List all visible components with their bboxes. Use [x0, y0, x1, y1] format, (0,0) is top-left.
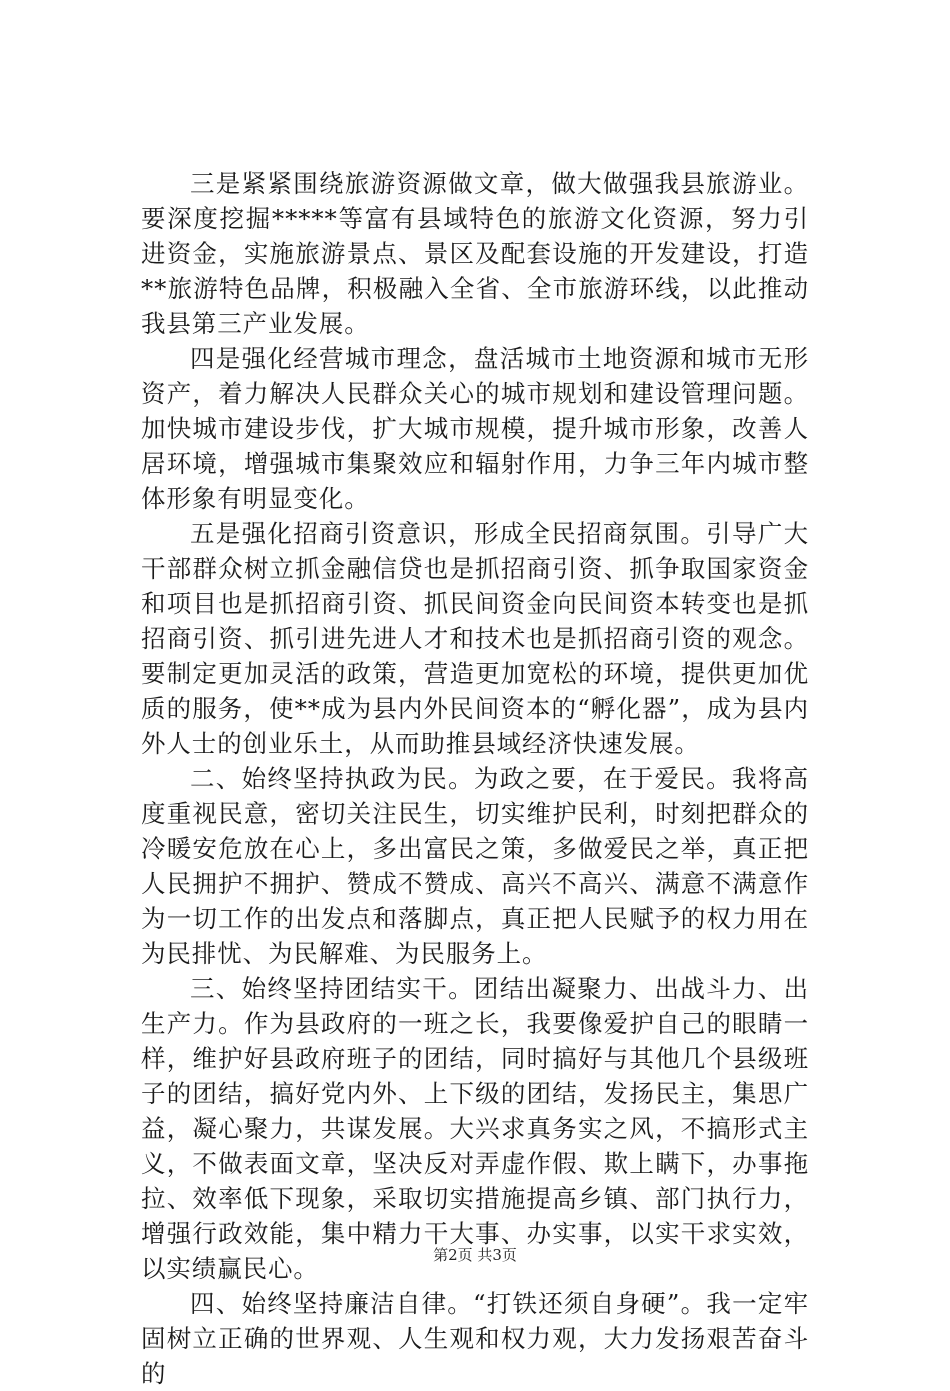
paragraph-integrity: 四、始终坚持廉洁自律。“打铁还须自身硬”。我一定牢固树立正确的世界观、人生观和权力观，大力发扬艰苦奋斗的	[141, 1289, 809, 1388]
paragraph-unity-work: 三、始终坚持团结实干。团结出凝聚力、出战斗力、出生产力。作为县政府的一班之长，我要像爱护自己的眼睛一样，维护好县政府班子的团结，同时搞好与其他几个县级班子的团结，搞好党内外、上下级的团结，发扬民主，集思广益，凝心聚力，共谋发展。大兴求真务实之风，不搞形式主义，不做表面文章，坚决反对弄虚作假、欺上瞒下，办事拖拉、效率低下现象，采取切实措施提高乡镇、部门执行力，增强行政效能，集中精力干大事、办实事，以实干求实效，以实绩赢民心。	[141, 974, 809, 1283]
paragraph-tourism: 三是紧紧围绕旅游资源做文章，做大做强我县旅游业。要深度挖掘*****等富有县域特色的旅游文化资源，努力引进资金，实施旅游景点、景区及配套设施的开发建设，打造**旅游特色品牌，积极融入全省、全市旅游环线，以此推动我县第三产业发展。	[141, 169, 809, 338]
page-number-footer: 第2页 共3页	[433, 1246, 517, 1264]
paragraph-serve-people: 二、始终坚持执政为民。为政之要，在于爱民。我将高度重视民意，密切关注民生，切实维护民利，时刻把群众的冷暖安危放在心上，多出富民之策，多做爱民之举，真正把人民拥护不拥护、赞成不赞成、高兴不高兴、满意不满意作为一切工作的出发点和落脚点，真正把人民赋予的权力用在为民排忧、为民解难、为民服务上。	[141, 764, 809, 968]
paragraph-investment-attraction: 五是强化招商引资意识，形成全民招商氛围。引导广大干部群众树立抓金融信贷也是抓招商引资、抓争取国家资金和项目也是抓招商引资、抓民间资金向民间资本转变也是抓招商引资、抓引进先进人才和技术也是抓招商引资的观念。要制定更加灵活的政策，营造更加宽松的环境，提供更加优质的服务，使**成为县内外民间资本的“孵化器”，成为县内外人士的创业乐土，从而助推县域经济快速发展。	[141, 519, 809, 758]
paragraph-city-management: 四是强化经营城市理念，盘活城市土地资源和城市无形资产，着力解决人民群众关心的城市规划和建设管理问题。加快城市建设步伐，扩大城市规模，提升城市形象，改善人居环境，增强城市集聚效应和辐射作用，力争三年内城市整体形象有明显变化。	[141, 344, 809, 513]
document-body	[141, 166, 809, 1391]
